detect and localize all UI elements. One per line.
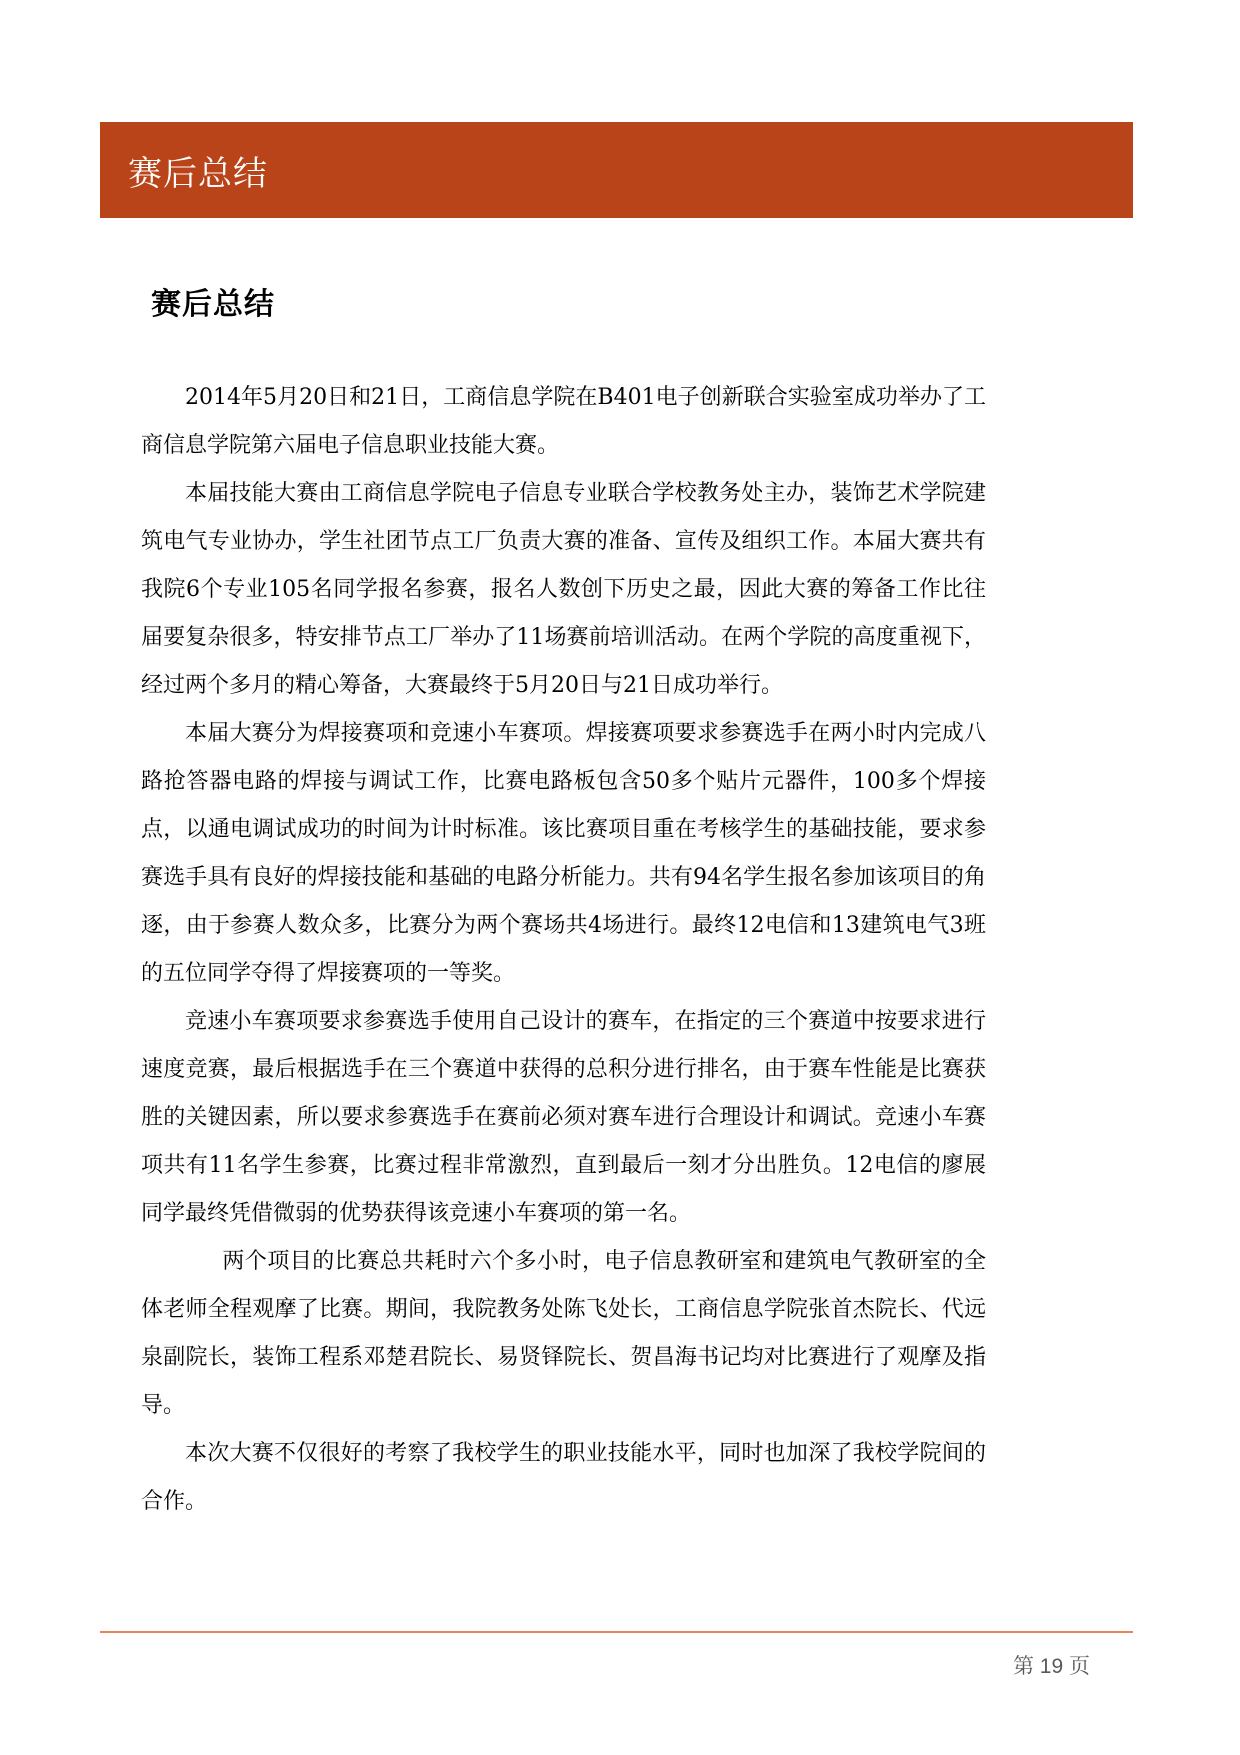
content-area bbox=[141, 288, 986, 1526]
paragraph-conclusion: 本次大赛不仅很好的考察了我校学生的职业技能水平，同时也加深了我校学院间的合作。 bbox=[141, 1441, 986, 1514]
paragraph-intro: 2014年5月20日和21日，工商信息学院在B401电子创新联合实验室成功举办了工商信息学院第六届电子信息职业技能大赛。 bbox=[141, 385, 986, 458]
paragraph-observers: 两个项目的比赛总共耗时六个多小时，电子信息教研室和建筑电气教研室的全体老师全程观摩了比赛。期间，我院教务处陈飞处长，工商信息学院张首杰院长、代远泉副院长，装饰工程系邓楚君院长、易贤铎院长、贺昌海书记均对比赛进行了观摩及指导。 bbox=[141, 1249, 986, 1418]
section-banner bbox=[100, 122, 1133, 218]
page-number: 第 19 页 bbox=[1012, 1655, 1090, 1678]
paragraph-welding-event: 本届大赛分为焊接赛项和竞速小车赛项。焊接赛项要求参赛选手在两小时内完成八路抢答器电路的焊接与调试工作，比赛电路板包含50多个贴片元器件，100多个焊接点，以通电调试成功的时间为计时标准。该比赛项目重在考核学生的基础技能，要求参赛选手具有良好的焊接技能和基础的电路分析能力。共有94名学生报名参加该项目的角逐，由于参赛人数众多，比赛分为两个赛场共4场进行。最终12电信和13建筑电气3班的五位同学夺得了焊接赛项的一等奖。 bbox=[141, 721, 986, 986]
section-heading: 赛后总结 bbox=[151, 288, 275, 321]
paragraph-organizers: 本届技能大赛由工商信息学院电子信息专业联合学校教务处主办，装饰艺术学院建筑电气专业协办，学生社团节点工厂负责大赛的准备、宣传及组织工作。本届大赛共有我院6个专业105名同学报名参赛，报名人数创下历史之最，因此大赛的筹备工作比往届要复杂很多，特安排节点工厂举办了11场赛前培训活动。在两个学院的高度重视下，经过两个多月的精心筹备，大赛最终于5月20日与21日成功举行。 bbox=[141, 481, 986, 698]
paragraph-racing-event: 竞速小车赛项要求参赛选手使用自己设计的赛车，在指定的三个赛道中按要求进行速度竞赛，最后根据选手在三个赛道中获得的总积分进行排名，由于赛车性能是比赛获胜的关键因素，所以要求参赛选手在赛前必须对赛车进行合理设计和调试。竞速小车赛项共有11名学生参赛，比赛过程非常激烈，直到最后一刻才分出胜负。12电信的廖展同学最终凭借微弱的优势获得该竞速小车赛项的第一名。 bbox=[141, 1009, 986, 1226]
banner-title: 赛后总结 bbox=[128, 154, 268, 193]
footer-divider bbox=[100, 1631, 1133, 1633]
